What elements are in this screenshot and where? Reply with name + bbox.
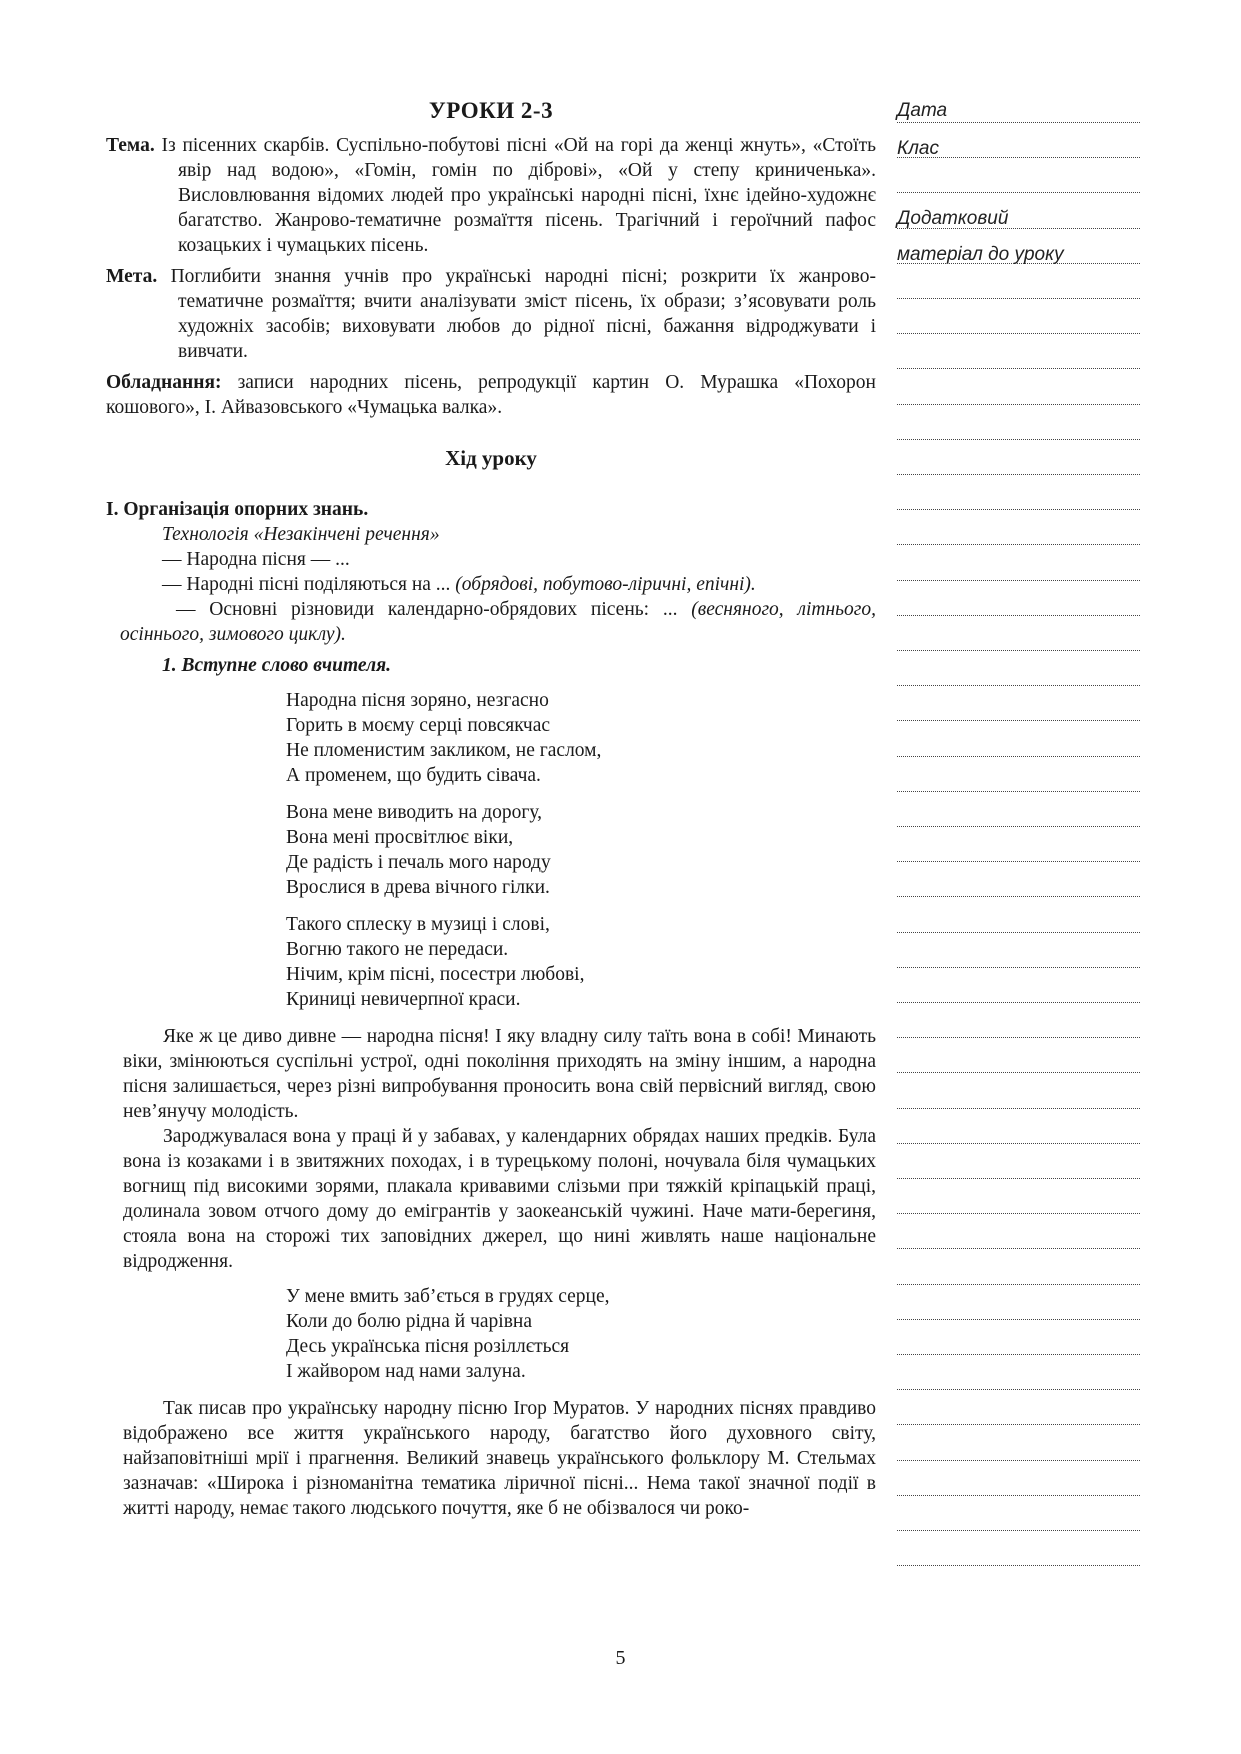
writing-line	[897, 1248, 1140, 1249]
prompt-item: — Народна пісня — ...	[162, 549, 350, 570]
poem-line: Коли до болю рідна й чарівна	[286, 1311, 532, 1332]
writing-line	[897, 1178, 1140, 1179]
writing-line	[897, 1108, 1140, 1109]
writing-line	[897, 122, 1140, 123]
writing-line	[897, 298, 1140, 299]
writing-line	[897, 1460, 1140, 1461]
writing-line	[897, 1565, 1140, 1566]
writing-line	[897, 228, 1140, 229]
poem-line: Де радість і печаль мого народу	[286, 852, 551, 873]
writing-line	[897, 1389, 1140, 1390]
poem-stanza	[106, 800, 876, 900]
lesson-title: УРОКИ 2-3	[428, 98, 554, 123]
poem-line: Вогню такого не передаси.	[286, 939, 509, 960]
writing-line	[897, 1143, 1140, 1144]
writing-line	[897, 544, 1140, 545]
class-label: Клас	[897, 138, 939, 159]
writing-line	[897, 615, 1140, 616]
writing-line	[897, 580, 1140, 581]
lesson-content	[106, 98, 876, 1521]
writing-line	[897, 1072, 1140, 1073]
equipment-label: Обладнання:	[106, 372, 222, 393]
poem-line: Народна пісня зоряно, незгасно	[286, 690, 549, 711]
writing-line	[897, 509, 1140, 510]
body-paragraph: Зароджувалася вона у праці й у забавах, у календарних обрядах наших предків. Була вона із козаками і в звитяжних походах, і в турецькому полоні, ночувала біля чумацьких вогнищ під високими зорями, плакала кривавими слізьми при тяжкій кріпацькій праці, долинала зовом отчого дому до емігрантів у заокеанській чужині. Наче мати-берегиня, стояла вона на сторожі тих заповідних джерел, що нині живлять наше національне відродження.	[123, 1126, 876, 1272]
writing-line	[897, 333, 1140, 334]
writing-line	[897, 826, 1140, 827]
writing-line	[897, 368, 1140, 369]
writing-line	[897, 1530, 1140, 1531]
writing-line	[897, 404, 1140, 405]
writing-line	[897, 1213, 1140, 1214]
writing-line	[897, 263, 1140, 264]
topic-label: Тема.	[106, 135, 155, 156]
subsection-heading: 1. Вступне слово вчителя.	[162, 655, 391, 676]
writing-line	[897, 1319, 1140, 1320]
writing-line	[897, 720, 1140, 721]
writing-line	[897, 1284, 1140, 1285]
writing-line	[897, 896, 1140, 897]
poem-line: Такого сплеску в музиці і слові,	[286, 914, 550, 935]
equipment-field	[106, 370, 876, 420]
stage-heading: І. Організація опорних знань.	[106, 499, 369, 520]
writing-line	[897, 791, 1140, 792]
prompt-item: — Народні пісні поділяються на ... (обрядові, побутово-ліричні, епічні).	[162, 574, 756, 595]
writing-line	[897, 1354, 1140, 1355]
writing-line	[897, 756, 1140, 757]
writing-line	[897, 157, 1140, 158]
poem-line: Врослися в древа вічного гілки.	[286, 877, 550, 898]
topic-text: Із пісенних скарбів. Суспільно-побутові пісні «Ой на горі да женці жнуть», «Стоїть явір над водою», «Гомін, гомін по діброві», «Ой у степу криниченька». Висловлювання відомих людей про українські народні пісні, їхнє ідейно-художнє багатство. Жанрово-тематичне розмаїття пісень. Трагічний і героїчний пафос козацьких і чумацьких пісень.	[161, 135, 877, 256]
poem-line: Горить в моєму серці повсякчас	[286, 715, 551, 736]
writing-line	[897, 439, 1140, 440]
writing-line	[897, 1037, 1140, 1038]
writing-line	[897, 932, 1140, 933]
goal-field	[106, 264, 876, 364]
poem-line: Десь українська пісня розіллється	[286, 1336, 570, 1357]
writing-line	[897, 685, 1140, 686]
body-paragraph: Так писав про українську народну пісню Ігор Муратов. У народних піснях правдиво відображено все життя українського народу, багатство його духовного світу, найзаповітніші мрії і прагнення. Великий знавець українського фольклору М. Стельмах зазначав: «Широка і різноманітна тематика ліричної пісні... Нема такої значної події в житті народу, немає такого людського почуття, яке б не обізвалося чи роко-	[123, 1398, 876, 1519]
extra-material-label: Додатковий	[897, 208, 1009, 229]
writing-line	[897, 1424, 1140, 1425]
poem-line: У мене вмить заб’ється в грудях серце,	[286, 1286, 610, 1307]
writing-line	[897, 861, 1140, 862]
prompt-item: — Основні різновиди календарно-обрядових пісень: ... (весняного, літнього, осіннього, зимового циклу).	[120, 599, 876, 645]
writing-line	[897, 1002, 1140, 1003]
date-label: Дата	[897, 100, 948, 121]
writing-line	[897, 1495, 1140, 1496]
poem-stanza	[106, 688, 876, 788]
poem-line: А променем, що будить сівача.	[286, 765, 541, 786]
poem-stanza	[106, 1284, 876, 1384]
poem-line: Нічим, крім пісні, посестри любові,	[286, 964, 585, 985]
poem-line: Вона мене виводить на дорогу,	[286, 802, 543, 823]
poem-line: Криниці невичерпної краси.	[286, 989, 521, 1010]
poem-stanza	[106, 912, 876, 1012]
equipment-text: записи народних пісень, репродукції картин О. Мурашка «Похорон кошового», І. Айвазовського «Чумацька валка».	[106, 372, 876, 418]
writing-line	[897, 192, 1140, 193]
poem-line: Вона мені просвітлює віки,	[286, 827, 514, 848]
goal-text: Поглибити знання учнів про українські народні пісні; розкрити їх жанрово-тематичне розмаїття; вчити аналізувати зміст пісень, їх образи; з’ясовувати роль художніх засобів; виховувати любов до рідної пісні, бажання відроджувати і вивчати.	[170, 266, 876, 362]
topic-field	[106, 133, 876, 258]
technology-label: Технологія «Незакінчені речення»	[162, 524, 440, 545]
body-paragraph: Яке ж це диво дивне — народна пісня! І яку владну силу таїть вона в собі! Минають віки, змінюються суспільні устрої, одні покоління приходять на зміну іншим, а народна пісня залишається, через різні випробування проносить вона свій первісний вигляд, свою нев’янучу молодість.	[123, 1026, 876, 1122]
writing-line	[897, 650, 1140, 651]
section-heading: Хід уроку	[445, 446, 537, 470]
poem-line: Не пломенистим закликом, не гаслом,	[286, 740, 602, 761]
writing-line	[897, 967, 1140, 968]
goal-label: Мета.	[106, 266, 158, 287]
page-number: 5	[615, 1647, 626, 1669]
poem-line: І жайвором над нами залуна.	[286, 1361, 526, 1382]
writing-line	[897, 474, 1140, 475]
extra-material-label-2: матеріал до уроку	[897, 244, 1064, 265]
